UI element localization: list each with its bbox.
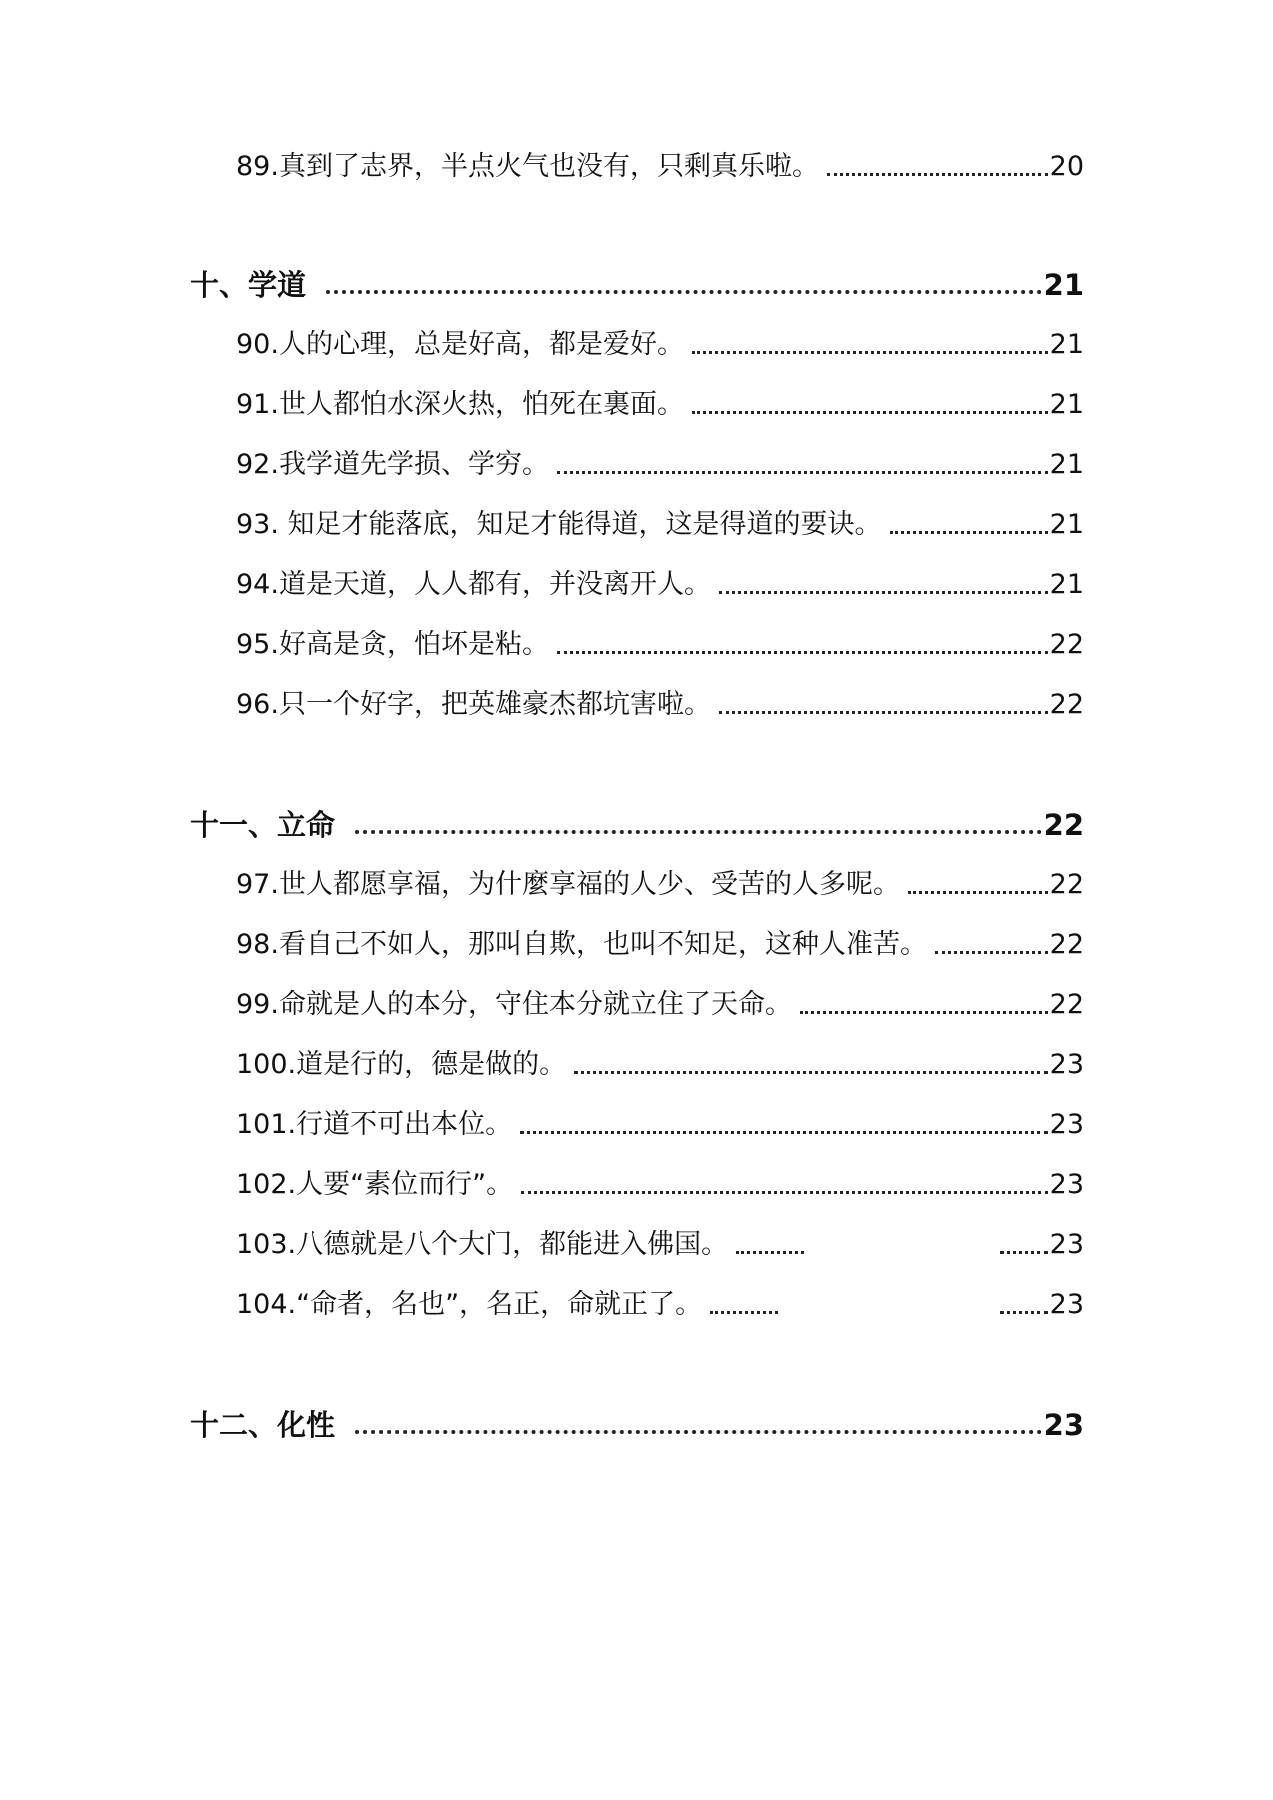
entry-title: 97.世人都愿享福，为什麼享福的人少、受苦的人多呢。 (236, 869, 900, 900)
page-number: 21 (1043, 268, 1084, 302)
page-number: 22 (1049, 869, 1084, 900)
entry-title: 89.真到了志界，半点火气也没有，只剩真乐啦。 (236, 151, 819, 182)
dot-leader (326, 290, 1042, 294)
entry-title: 98.看自己不如人，那叫自欺，也叫不知足，这种人准苦。 (236, 929, 927, 960)
toc-entry-94[interactable] (236, 558, 1084, 602)
chapter-title: 十、学道 (190, 268, 307, 302)
toc-entry-103[interactable] (236, 1218, 1084, 1262)
toc-entry-98[interactable] (236, 918, 1084, 962)
page-number: 22 (1049, 689, 1084, 720)
entry-title: 104.“命者，名也”，名正，命就正了。 (236, 1289, 703, 1320)
toc-entry-102[interactable] (236, 1158, 1084, 1202)
toc-chapter-10[interactable] (190, 258, 1084, 302)
dot-leader (557, 651, 1048, 654)
dot-leader-end (1000, 1251, 1048, 1254)
toc-entry-95[interactable] (236, 618, 1084, 662)
page-number: 22 (1043, 808, 1084, 842)
toc-entry-100[interactable] (236, 1038, 1084, 1082)
toc-chapter-11[interactable] (190, 798, 1084, 842)
page-number: 23 (1049, 1109, 1084, 1140)
page-number: 23 (1043, 1408, 1084, 1442)
dot-leader (355, 1430, 1042, 1434)
chapter-title: 十一、立命 (190, 808, 336, 842)
page-number: 23 (1049, 1229, 1084, 1260)
page-number: 21 (1049, 389, 1084, 420)
entry-title: 95.好高是贪，怕坏是粘。 (236, 629, 549, 660)
entry-title: 96.只一个好字，把英雄豪杰都坑害啦。 (236, 689, 711, 720)
page-number: 21 (1049, 569, 1084, 600)
page-number: 21 (1049, 449, 1084, 480)
entry-title: 99.命就是人的本分，守住本分就立住了天命。 (236, 989, 792, 1020)
dot-leader (692, 411, 1048, 414)
page-number: 22 (1049, 989, 1084, 1020)
page-number: 23 (1049, 1169, 1084, 1200)
entry-title: 92.我学道先学损、学穷。 (236, 449, 549, 480)
toc-entry-97[interactable] (236, 858, 1084, 902)
dot-leader (520, 1131, 1048, 1134)
chapter-title: 十二、化性 (190, 1408, 336, 1442)
entry-title: 91.世人都怕水深火热，怕死在裏面。 (236, 389, 684, 420)
dot-leader (827, 173, 1048, 176)
entry-title: 100.道是行的，德是做的。 (236, 1049, 567, 1080)
page-number: 23 (1049, 1049, 1084, 1080)
dot-leader-end (1000, 1311, 1048, 1314)
entry-title: 102.人要“素位而行”。 (236, 1169, 514, 1200)
dot-leader (521, 1191, 1048, 1194)
dot-leader (800, 1011, 1048, 1014)
dot-leader (908, 891, 1048, 894)
toc-entry-99[interactable] (236, 978, 1084, 1022)
entry-title: 90.人的心理，总是好高，都是爱好。 (236, 329, 684, 360)
toc-entry-93[interactable] (236, 498, 1084, 542)
dot-leader (719, 591, 1048, 594)
toc-entry-101[interactable] (236, 1098, 1084, 1142)
page-number: 20 (1049, 151, 1084, 182)
entry-title: 93. 知足才能落底，知足才能得道，这是得道的要诀。 (236, 509, 882, 540)
page-number: 21 (1049, 329, 1084, 360)
entry-title: 101.行道不可出本位。 (236, 1109, 513, 1140)
dot-leader (710, 1311, 778, 1314)
page-number: 21 (1049, 509, 1084, 540)
toc-entry-92[interactable] (236, 438, 1084, 482)
dot-leader (719, 711, 1048, 714)
page-number: 23 (1049, 1289, 1084, 1320)
toc-entry-91[interactable] (236, 378, 1084, 422)
dot-leader (736, 1251, 804, 1254)
toc-entry-104[interactable] (236, 1278, 1084, 1322)
toc-entry-89[interactable] (236, 140, 1084, 184)
dot-leader (890, 531, 1048, 534)
page-number: 22 (1049, 629, 1084, 660)
dot-leader (935, 951, 1048, 954)
toc-entry-96[interactable] (236, 678, 1084, 722)
dot-leader (574, 1071, 1048, 1074)
dot-leader (355, 830, 1042, 834)
toc-entry-90[interactable] (236, 318, 1084, 362)
toc-chapter-12[interactable] (190, 1398, 1084, 1442)
dot-leader (557, 471, 1048, 474)
page-number: 22 (1049, 929, 1084, 960)
entry-title: 94.道是天道，人人都有，并没离开人。 (236, 569, 711, 600)
dot-leader (692, 351, 1048, 354)
entry-title: 103.八德就是八个大门，都能进入佛国。 (236, 1229, 729, 1260)
